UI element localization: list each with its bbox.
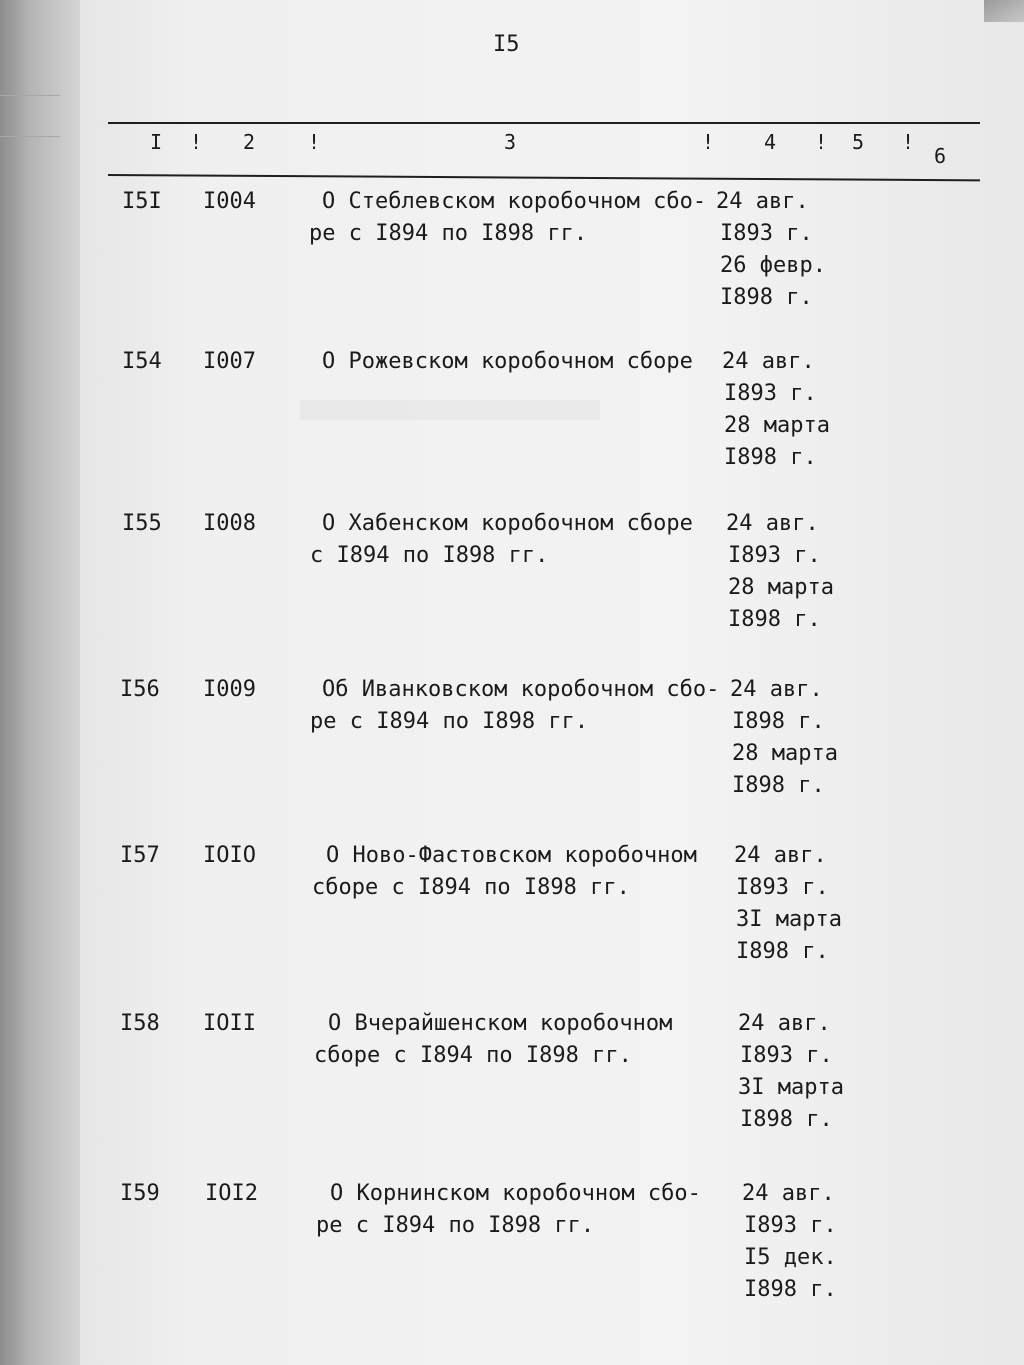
description-line-2: с I894 по I898 гг.: [310, 543, 549, 568]
description-line-1: О Стеблевском коробочном сбо-: [322, 189, 707, 214]
description-line-1: О Хабенском коробочном сборе: [322, 511, 693, 536]
description-line-1: О Ново-Фастовском коробочном: [326, 843, 697, 868]
date-end-day: I5 дек.: [744, 1245, 837, 1270]
date-end-year: I898 г.: [744, 1277, 837, 1302]
description-line-1: Об Иванковском коробочном сбо-: [322, 677, 720, 702]
item-number: I55: [122, 511, 162, 536]
file-number: I004: [203, 189, 256, 214]
date-start-day: 24 авг.: [726, 511, 819, 536]
header-col-3: 3: [504, 130, 517, 154]
date-start-day: 24 авг.: [742, 1181, 835, 1206]
date-end-year: I898 г.: [728, 607, 821, 632]
date-start-day: 24 авг.: [738, 1011, 831, 1036]
date-start-year: I898 г.: [732, 709, 825, 734]
file-number: IOII: [203, 1011, 256, 1036]
date-end-year: I898 г.: [732, 773, 825, 798]
file-number: I008: [203, 511, 256, 536]
description-line-2: ре с I894 по I898 гг.: [309, 221, 588, 246]
header-sep: !: [308, 130, 321, 154]
header-sep: !: [815, 130, 828, 154]
date-start-year: I893 г.: [728, 543, 821, 568]
date-end-year: I898 г.: [740, 1107, 833, 1132]
description-line-2: сборе с I894 по I898 гг.: [314, 1043, 632, 1068]
date-start-day: 24 авг.: [734, 843, 827, 868]
header-sep: !: [702, 130, 715, 154]
date-end-year: I898 г.: [720, 285, 813, 310]
item-number: I5I: [122, 189, 162, 214]
date-start-year: I893 г.: [744, 1213, 837, 1238]
date-end-year: I898 г.: [736, 939, 829, 964]
header-top-rule: [108, 122, 980, 124]
file-number: IOIO: [203, 843, 256, 868]
date-start-year: I893 г.: [724, 381, 817, 406]
date-end-day: 26 февр.: [720, 253, 826, 278]
description-line-1: О Вчерайшенском коробочном: [328, 1011, 673, 1036]
header-col-6: 6: [934, 144, 947, 168]
date-start-year: I893 г.: [740, 1043, 833, 1068]
date-start-day: 24 авг.: [722, 349, 815, 374]
description-line-2: ре с I894 по I898 гг.: [316, 1213, 595, 1238]
header-col-4: 4: [764, 130, 777, 154]
description-line-1: О Рожевском коробочном сборе: [322, 349, 693, 374]
item-number: I54: [122, 349, 162, 374]
date-start-day: 24 авг.: [730, 677, 823, 702]
date-start-year: I893 г.: [736, 875, 829, 900]
file-number: IOI2: [205, 1181, 258, 1206]
item-number: I59: [120, 1181, 160, 1206]
item-number: I58: [120, 1011, 160, 1036]
binding-page-edge: [0, 95, 60, 137]
date-end-day: 28 марта: [724, 413, 830, 438]
header-sep: !: [190, 130, 203, 154]
file-number: I007: [203, 349, 256, 374]
header-sep: !: [902, 130, 915, 154]
date-start-year: I893 г.: [720, 221, 813, 246]
item-number: I56: [120, 677, 160, 702]
header-col-1: I: [150, 130, 163, 154]
date-end-day: 3I марта: [736, 907, 842, 932]
page-number: I5: [493, 32, 520, 57]
item-number: I57: [120, 843, 160, 868]
date-end-day: 28 марта: [728, 575, 834, 600]
header-col-5: 5: [852, 130, 865, 154]
page-corner: [984, 0, 1024, 22]
date-end-year: I898 г.: [724, 445, 817, 470]
description-line-2: сборе с I894 по I898 гг.: [312, 875, 630, 900]
file-number: I009: [203, 677, 256, 702]
date-start-day: 24 авг.: [716, 189, 809, 214]
description-line-2: ре с I894 по I898 гг.: [310, 709, 589, 734]
header-col-2: 2: [243, 130, 256, 154]
description-line-1: О Корнинском коробочном сбо-: [330, 1181, 701, 1206]
show-through-shading: [300, 400, 600, 420]
date-end-day: 3I марта: [738, 1075, 844, 1100]
date-end-day: 28 марта: [732, 741, 838, 766]
